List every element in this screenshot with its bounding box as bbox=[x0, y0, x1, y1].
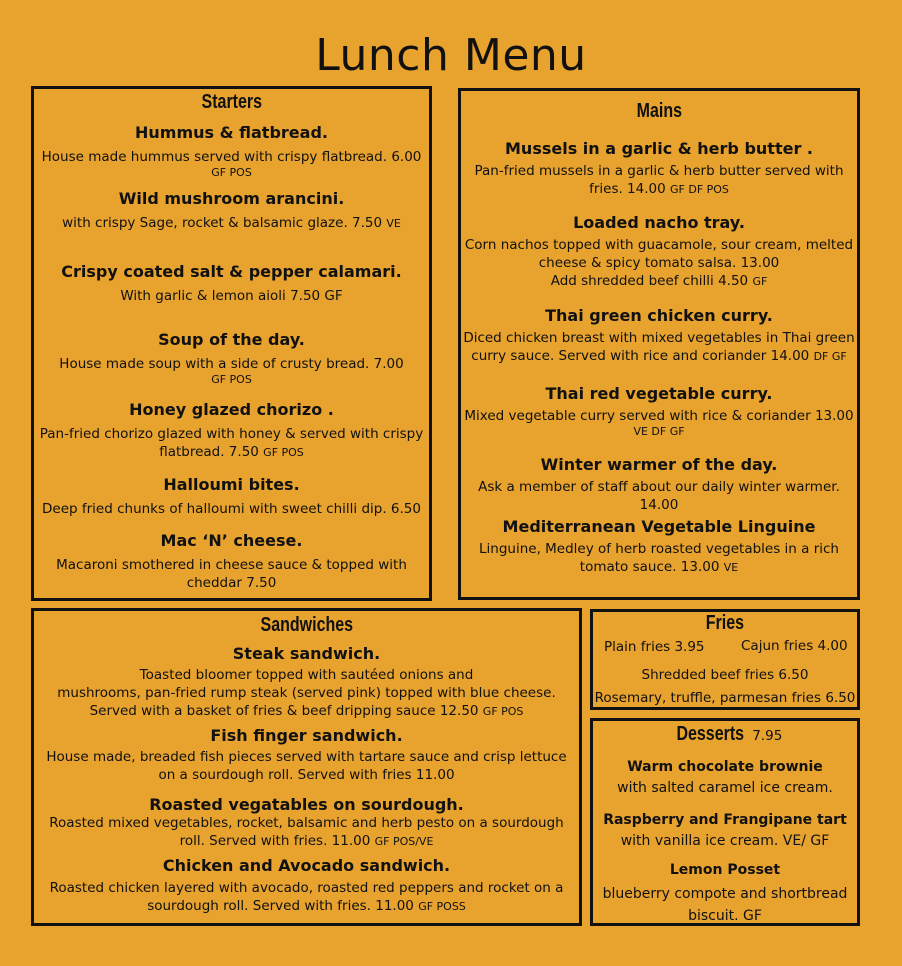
main-item bbox=[461, 306, 857, 366]
item-desc: blueberry compote and shortbread bbox=[602, 886, 848, 902]
item-name: Warm chocolate brownie bbox=[627, 759, 823, 775]
diet-tags: GF POS bbox=[211, 166, 252, 179]
sandwiches-heading: Sandwiches bbox=[260, 614, 353, 636]
dessert-item bbox=[597, 812, 853, 849]
item-desc: biscuit. GF bbox=[688, 908, 762, 924]
diet-tags: DF GF bbox=[813, 350, 847, 363]
fries-plain: Plain fries 3.95 bbox=[604, 639, 705, 655]
item-name: Wild mushroom arancini. bbox=[118, 189, 345, 208]
item-desc: tomato sauce. 13.00 VE bbox=[579, 559, 739, 575]
item-name: Lemon Posset bbox=[669, 862, 781, 878]
item-desc: roll. Served with fries. 11.00 GF POS/VE bbox=[179, 833, 434, 849]
starters-section bbox=[31, 86, 432, 601]
item-desc: Diced chicken breast with mixed vegetables in Thai green bbox=[463, 330, 855, 346]
diet-tags: GF POS bbox=[211, 373, 252, 386]
item-name: Mediterranean Vegetable Linguine bbox=[502, 517, 816, 536]
starter-item bbox=[38, 330, 425, 386]
fries-rosemary: Rosemary, truffle, parmesan fries 6.50 bbox=[594, 690, 856, 706]
item-desc: Roasted mixed vegetables, rocket, balsamic and herb pesto on a sourdough bbox=[49, 815, 564, 831]
item-name: Thai green chicken curry. bbox=[545, 306, 773, 325]
desserts-heading: Desserts 7.95 bbox=[676, 723, 783, 745]
item-name: Soup of the day. bbox=[158, 330, 305, 349]
sandwich-item bbox=[38, 726, 575, 784]
diet-tags: GF POS/VE bbox=[374, 835, 434, 848]
diet-tags: GF POS bbox=[482, 705, 524, 718]
starter-item bbox=[38, 475, 425, 518]
fries-heading: Fries bbox=[705, 612, 745, 634]
diet-tags: GF POS bbox=[263, 446, 304, 459]
item-name: Steak sandwich. bbox=[232, 644, 381, 663]
item-name: Hummus & flatbread. bbox=[135, 123, 328, 142]
item-desc: Roasted chicken layered with avocado, roasted red peppers and rocket on a bbox=[49, 880, 564, 896]
fries-cajun: Cajun fries 4.00 bbox=[741, 638, 848, 654]
item-desc: Macaroni smothered in cheese sauce & topped with bbox=[56, 557, 407, 573]
sandwich-item bbox=[38, 644, 575, 721]
item-desc: with salted caramel ice cream. bbox=[617, 780, 833, 796]
item-name: Loaded nacho tray. bbox=[573, 213, 745, 232]
sandwich-item bbox=[38, 795, 575, 851]
diet-tags: VE bbox=[723, 561, 739, 574]
mains-section bbox=[458, 88, 860, 600]
main-item bbox=[461, 384, 857, 438]
item-name: Raspberry and Frangipane tart bbox=[603, 812, 847, 828]
item-name: Roasted vegatables on sourdough. bbox=[149, 795, 464, 814]
sandwich-item bbox=[38, 856, 575, 916]
sandwiches-section bbox=[31, 608, 582, 926]
item-desc: with vanilla ice cream. VE/ GF bbox=[620, 833, 830, 849]
fries-section bbox=[590, 609, 860, 710]
item-desc: Deep fried chunks of halloumi with sweet chilli dip. 6.50 bbox=[42, 501, 421, 517]
dessert-item bbox=[597, 759, 853, 796]
starters-heading: Starters bbox=[201, 91, 262, 113]
item-desc: Corn nachos topped with guacamole, sour cream, melted bbox=[464, 237, 854, 253]
main-item bbox=[461, 139, 857, 199]
diet-tags: GF POSS bbox=[418, 900, 466, 913]
item-name: Mussels in a garlic & herb butter . bbox=[505, 139, 813, 158]
item-desc: House made, breaded fish pieces served with tartare sauce and crisp lettuce bbox=[46, 749, 567, 765]
starter-item bbox=[38, 189, 425, 233]
starter-item bbox=[38, 400, 425, 462]
mains-heading: Mains bbox=[636, 100, 682, 122]
item-desc: flatbread. 7.50 GF POS bbox=[159, 444, 304, 460]
item-name: Honey glazed chorizo . bbox=[129, 400, 334, 419]
item-desc: curry sauce. Served with rice and coriander 14.00 DF GF bbox=[471, 348, 847, 364]
item-desc: Linguine, Medley of herb roasted vegetables in a rich bbox=[479, 541, 839, 557]
item-desc: Add shredded beef chilli 4.50 GF bbox=[550, 273, 768, 289]
diet-tags: GF bbox=[752, 275, 768, 288]
diet-tags: GF DF POS bbox=[670, 183, 729, 196]
item-desc: cheese & spicy tomato salsa. 13.00 bbox=[538, 255, 780, 271]
item-desc: Toasted bloomer topped with sautéed onions and bbox=[139, 667, 474, 683]
item-name: Mac ‘N’ cheese. bbox=[160, 531, 303, 550]
item-name: Halloumi bites. bbox=[163, 475, 300, 494]
item-desc: sourdough roll. Served with fries. 11.00 GF POSS bbox=[147, 898, 466, 914]
item-name: Winter warmer of the day. bbox=[540, 455, 778, 474]
starter-item bbox=[38, 123, 425, 179]
menu-title: Lunch Menu bbox=[315, 30, 587, 81]
main-item bbox=[461, 213, 857, 291]
item-desc: fries. 14.00 GF DF POS bbox=[589, 181, 729, 197]
desserts-section bbox=[590, 718, 860, 926]
item-name: Crispy coated salt & pepper calamari. bbox=[61, 262, 402, 281]
starter-item bbox=[38, 262, 425, 305]
item-desc: mushrooms, pan-fried rump steak (served pink) topped with blue cheese. bbox=[57, 685, 556, 701]
dessert-item bbox=[597, 862, 853, 927]
item-name: Fish finger sandwich. bbox=[210, 726, 403, 745]
item-desc: Pan-fried chorizo glazed with honey & served with crispy bbox=[39, 426, 424, 442]
main-item bbox=[461, 455, 857, 514]
item-desc: Pan-fried mussels in a garlic & herb butter served with bbox=[474, 163, 844, 179]
diet-tags: VE bbox=[386, 217, 401, 230]
item-desc: Mixed vegetable curry served with rice & coriander 13.00 bbox=[464, 408, 854, 424]
item-desc: With garlic & lemon aioli 7.50 GF bbox=[120, 288, 343, 304]
starter-item bbox=[38, 531, 425, 592]
item-desc: Served with a basket of fries & beef dripping sauce 12.50 GF POS bbox=[89, 703, 524, 719]
item-name: Thai red vegetable curry. bbox=[545, 384, 773, 403]
item-desc: with crispy Sage, rocket & balsamic glaze. 7.50 VE bbox=[62, 215, 401, 231]
item-desc: House made soup with a side of crusty bread. 7.00 bbox=[59, 356, 404, 372]
item-name: Chicken and Avocado sandwich. bbox=[162, 856, 451, 875]
item-desc: House made hummus served with crispy flatbread. 6.00 bbox=[41, 149, 422, 165]
desserts-price: 7.95 bbox=[752, 728, 783, 744]
fries-shredded-beef: Shredded beef fries 6.50 bbox=[641, 667, 809, 683]
diet-tags: VE DF GF bbox=[633, 425, 685, 438]
item-desc: Ask a member of staff about our daily winter warmer. 14.00 bbox=[478, 479, 840, 513]
item-desc: on a sourdough roll. Served with fries 11.00 bbox=[158, 767, 455, 783]
item-desc: cheddar 7.50 bbox=[186, 575, 277, 591]
main-item bbox=[461, 517, 857, 577]
